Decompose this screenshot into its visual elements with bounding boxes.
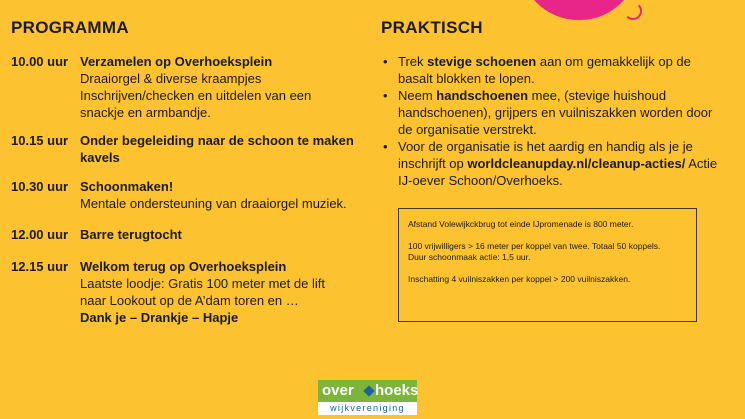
info-line: 100 vrijwilligers > 16 meter per koppel van twee. Totaal 50 koppels. xyxy=(408,241,661,251)
logo-word-over: over xyxy=(322,382,354,399)
schedule-time: 12.00 uur xyxy=(11,227,69,242)
schedule-title: Verzamelen op Overhoeksplein xyxy=(80,54,273,69)
practical-list xyxy=(383,53,728,189)
bullet-icon: • xyxy=(383,88,388,103)
practical-item-emphasis: stevige schoenen xyxy=(427,54,537,69)
bullet-icon: • xyxy=(383,139,388,154)
schedule-time: 10.00 uur xyxy=(11,54,69,69)
schedule-title: Barre terugtocht xyxy=(80,227,182,242)
logo-diamond-icon xyxy=(363,385,374,396)
programma-heading: PROGRAMMA xyxy=(11,18,129,37)
badge-swirl-decoration xyxy=(624,2,642,20)
logo-word-hoeks: hoeks xyxy=(375,382,419,399)
schedule-closing: Dank je – Drankje – Hapje xyxy=(80,310,239,325)
schedule-detail: Draaiorgel & diverse kraampjes xyxy=(80,71,262,86)
info-box xyxy=(398,208,697,322)
signup-link[interactable]: worldcleanupday.nl/cleanup-acties/ xyxy=(467,156,686,171)
info-line: Afstand Volewijkckbrug tot einde IJpromenade is 800 meter. xyxy=(408,219,634,229)
practical-item: • Voor de organisatie is het aardig en handig als je je inschrijft op worldcleanupday.nl/cleanup-acties/ Actie IJ-oever Schoon/Overhoeks. xyxy=(383,139,718,188)
info-line: Duur schoonmaak actie: 1,5 uur. xyxy=(408,252,531,262)
praktisch-heading: PRAKTISCH xyxy=(381,18,483,37)
schedule-detail: Laatste loodje: Gratis 100 meter met de lift naar Lookout op de A’dam toren en … xyxy=(80,276,325,308)
schedule-title: Welkom terug op Overhoeksplein xyxy=(80,259,287,274)
schedule-title: Onder begeleiding naar de schoon te maken kavels xyxy=(80,133,354,165)
overhoeks-logo xyxy=(318,380,417,415)
info-line: Inschatting 4 vuilniszakken per koppel > 200 vuilniszakken. xyxy=(408,274,631,284)
bullet-icon: • xyxy=(383,54,388,69)
schedule-detail: Mentale ondersteuning van draaiorgel muziek. xyxy=(80,196,347,211)
event-badge xyxy=(520,0,638,20)
schedule-time: 12.15 uur xyxy=(11,259,69,274)
schedule-title: Schoonmaken! xyxy=(80,179,174,194)
practical-item: • Neem handschoenen mee, (stevige huishoud handschoenen), grijpers en vuilniszakken worden door de organisatie verstrekt. xyxy=(383,88,713,137)
logo-subtitle: wijkvereniging xyxy=(318,402,417,415)
schedule-time: 10.30 uur xyxy=(11,179,69,194)
schedule-time: 10.15 uur xyxy=(11,133,69,148)
practical-item-emphasis: handschoenen xyxy=(436,88,529,103)
schedule-detail: Inschrijven/checken en uitdelen van een snackje en armbandje. xyxy=(80,88,312,120)
practical-item: • Trek stevige schoenen aan om gemakkelijk op de basalt blokken te lopen. xyxy=(383,54,691,86)
